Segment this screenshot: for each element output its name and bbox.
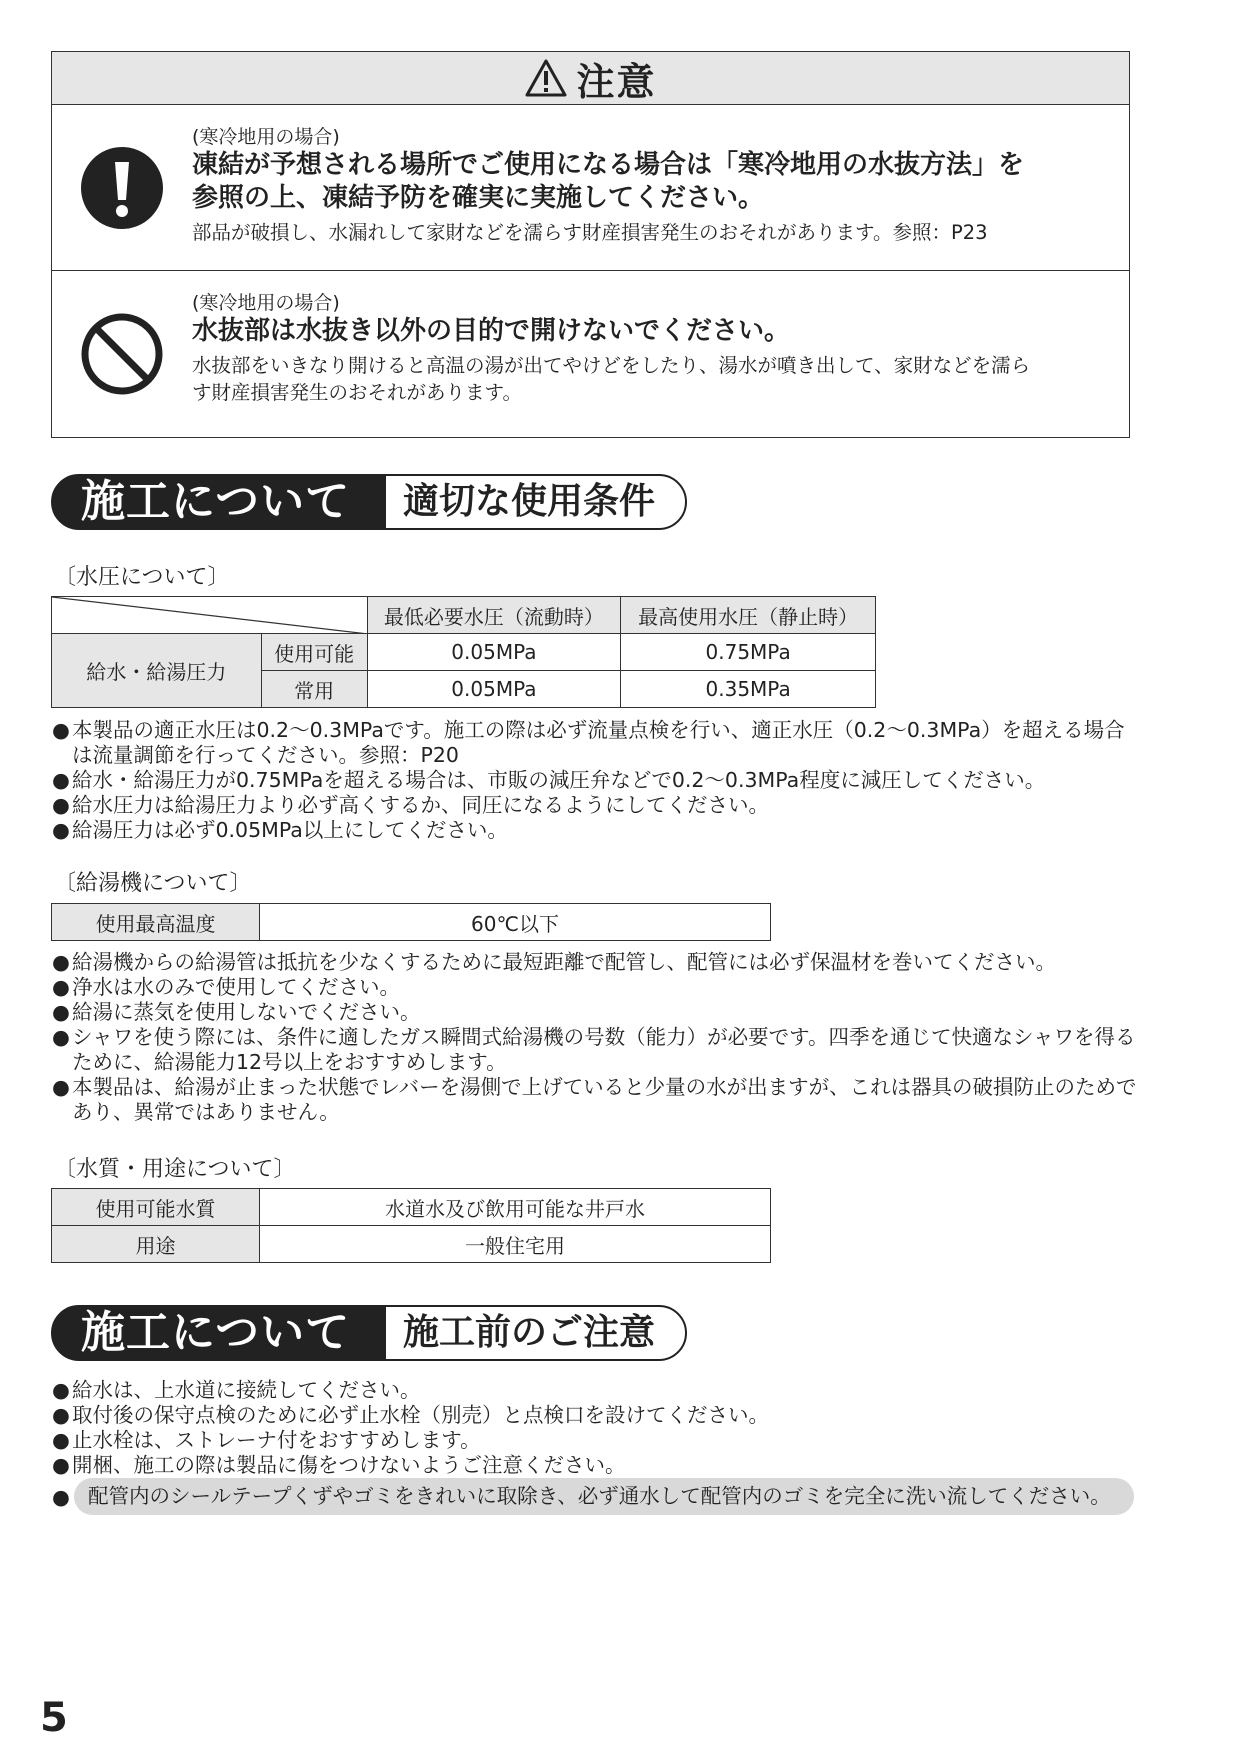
caution-item1-main-line1: 凍結が予想される場所でご使用になる場合は「寒冷地用の水抜方法」を: [192, 150, 1025, 180]
table-row: [52, 1226, 771, 1263]
cell-max: 0.75MPa: [621, 634, 876, 671]
cell-max: 0.35MPa: [621, 671, 876, 708]
row-group-label: 給水・給湯圧力: [52, 634, 262, 708]
section-subtitle: 適切な使用条件: [403, 481, 656, 522]
caution-title: 注意: [576, 59, 657, 104]
caution-item2-main: 水抜部は水抜き以外の目的で開けないでください。: [192, 316, 791, 346]
list-item: ● 給湯圧力は必ず0.05MPa以上にしてください。: [52, 818, 1142, 843]
table-row: [52, 634, 876, 671]
cell-value: 水道水及び飲用可能な井戸水: [260, 1189, 771, 1226]
row-label: 使用可能: [261, 634, 367, 671]
table-header-row: [52, 597, 876, 634]
cell-min: 0.05MPa: [367, 634, 621, 671]
diagonal-cell: [52, 597, 368, 634]
prohibition-icon: [80, 312, 164, 396]
water-pressure-heading: 〔水圧について〕: [54, 565, 230, 590]
list-item: ● 止水栓は、ストレーナ付をおすすめします。: [52, 1428, 1142, 1453]
caution-item-drain: [52, 271, 1129, 436]
caution-item2-sub: (寒冷地用の場合): [192, 292, 340, 314]
row-label: 常用: [261, 671, 367, 708]
caution-item1-desc: 部品が破損し、水漏れして家財などを濡らす財産損害発生のおそれがあります。参照：P23: [192, 221, 988, 244]
list-item: ● 本製品は、給湯が止まった状態でレバーを湯側で上げていると少量の水が出ますが、これは器具の破損防止のためであり、異常ではありません。: [52, 1075, 1142, 1125]
list-item: ● 取付後の保守点検のために必ず止水栓（別売）と点検口を設けてください。: [52, 1403, 1142, 1428]
caution-item2-desc-line2: す財産損害発生のおそれがあります。: [192, 381, 522, 404]
list-item: ● 給水・給湯圧力が0.75MPaを超える場合は、市販の減圧弁などで0.2〜0.3MPa程度に減圧してください。: [52, 768, 1142, 793]
section-subtitle: 施工前のご注意: [403, 1312, 656, 1353]
row-label: 使用最高温度: [52, 904, 260, 941]
col-min-pressure: 最低必要水圧（流動時）: [367, 597, 621, 634]
water-pressure-table: [51, 596, 876, 708]
caution-item-freeze: [52, 105, 1129, 271]
warning-triangle-icon: [524, 58, 568, 98]
list-item: ● 浄水は水のみで使用してください。: [52, 975, 1142, 1000]
list-item: ● 開梱、施工の際は製品に傷をつけないようご注意ください。: [52, 1453, 1142, 1478]
highlighted-note: [52, 1478, 1134, 1515]
section-header-pre-install: [51, 1305, 691, 1361]
table-row: [52, 904, 771, 941]
cell-min: 0.05MPa: [367, 671, 621, 708]
table-row: [52, 1189, 771, 1226]
mandatory-exclamation-icon: [80, 146, 164, 230]
list-item: ● 本製品の適正水圧は0.2〜0.3MPaです。施工の際は必ず流量点検を行い、適正水圧（0.2〜0.3MPa）を超える場合は流量調節を行ってください。参照：P20: [52, 718, 1142, 768]
cell-value: 一般住宅用: [260, 1226, 771, 1263]
section-title: 施工について: [81, 476, 351, 527]
list-item: ● シャワを使う際には、条件に適したガス瞬間式給湯機の号数（能力）が必要です。四季を通じて快適なシャワを得るために、給湯能力12号以上をおすすめします。: [52, 1025, 1142, 1075]
highlight-text: 配管内のシールテープくずやゴミをきれいに取除き、必ず通水して配管内のゴミを完全に洗い流してください。: [74, 1478, 1134, 1515]
water-pressure-notes: [52, 718, 1142, 843]
caution-item1-main-line2: 参照の上、凍結予防を確実に実施してください。: [192, 183, 765, 213]
page-number: 5: [40, 1695, 68, 1741]
row-label: 使用可能水質: [52, 1189, 260, 1226]
col-max-pressure: 最高使用水圧（静止時）: [621, 597, 876, 634]
bullet-dot: ●: [52, 1484, 70, 1509]
heater-notes: [52, 950, 1142, 1125]
list-item: ● 給水圧力は給湯圧力より必ず高くするか、同圧になるようにしてください。: [52, 793, 1142, 818]
list-item: ● 給湯機からの給湯管は抵抗を少なくするために最短距離で配管し、配管には必ず保温材を巻いてください。: [52, 950, 1142, 975]
section-header-conditions: [51, 474, 691, 530]
caution-header: [52, 52, 1129, 105]
section-title: 施工について: [81, 1307, 351, 1358]
quality-table: [51, 1188, 771, 1263]
list-item: ● 給水は、上水道に接続してください。: [52, 1378, 1142, 1403]
quality-heading: 〔水質・用途について〕: [54, 1157, 296, 1182]
caution-box: [51, 51, 1130, 438]
heater-heading: 〔給湯機について〕: [54, 871, 252, 896]
cell-value: 60℃以下: [260, 904, 771, 941]
heater-table: [51, 903, 771, 941]
pre-install-notes: [52, 1378, 1142, 1478]
list-item: ● 給湯に蒸気を使用しないでください。: [52, 1000, 1142, 1025]
caution-item1-sub: (寒冷地用の場合): [192, 126, 340, 148]
caution-item2-desc-line1: 水抜部をいきなり開けると高温の湯が出てやけどをしたり、湯水が噴き出して、家財などを濡ら: [192, 354, 1031, 377]
row-label: 用途: [52, 1226, 260, 1263]
